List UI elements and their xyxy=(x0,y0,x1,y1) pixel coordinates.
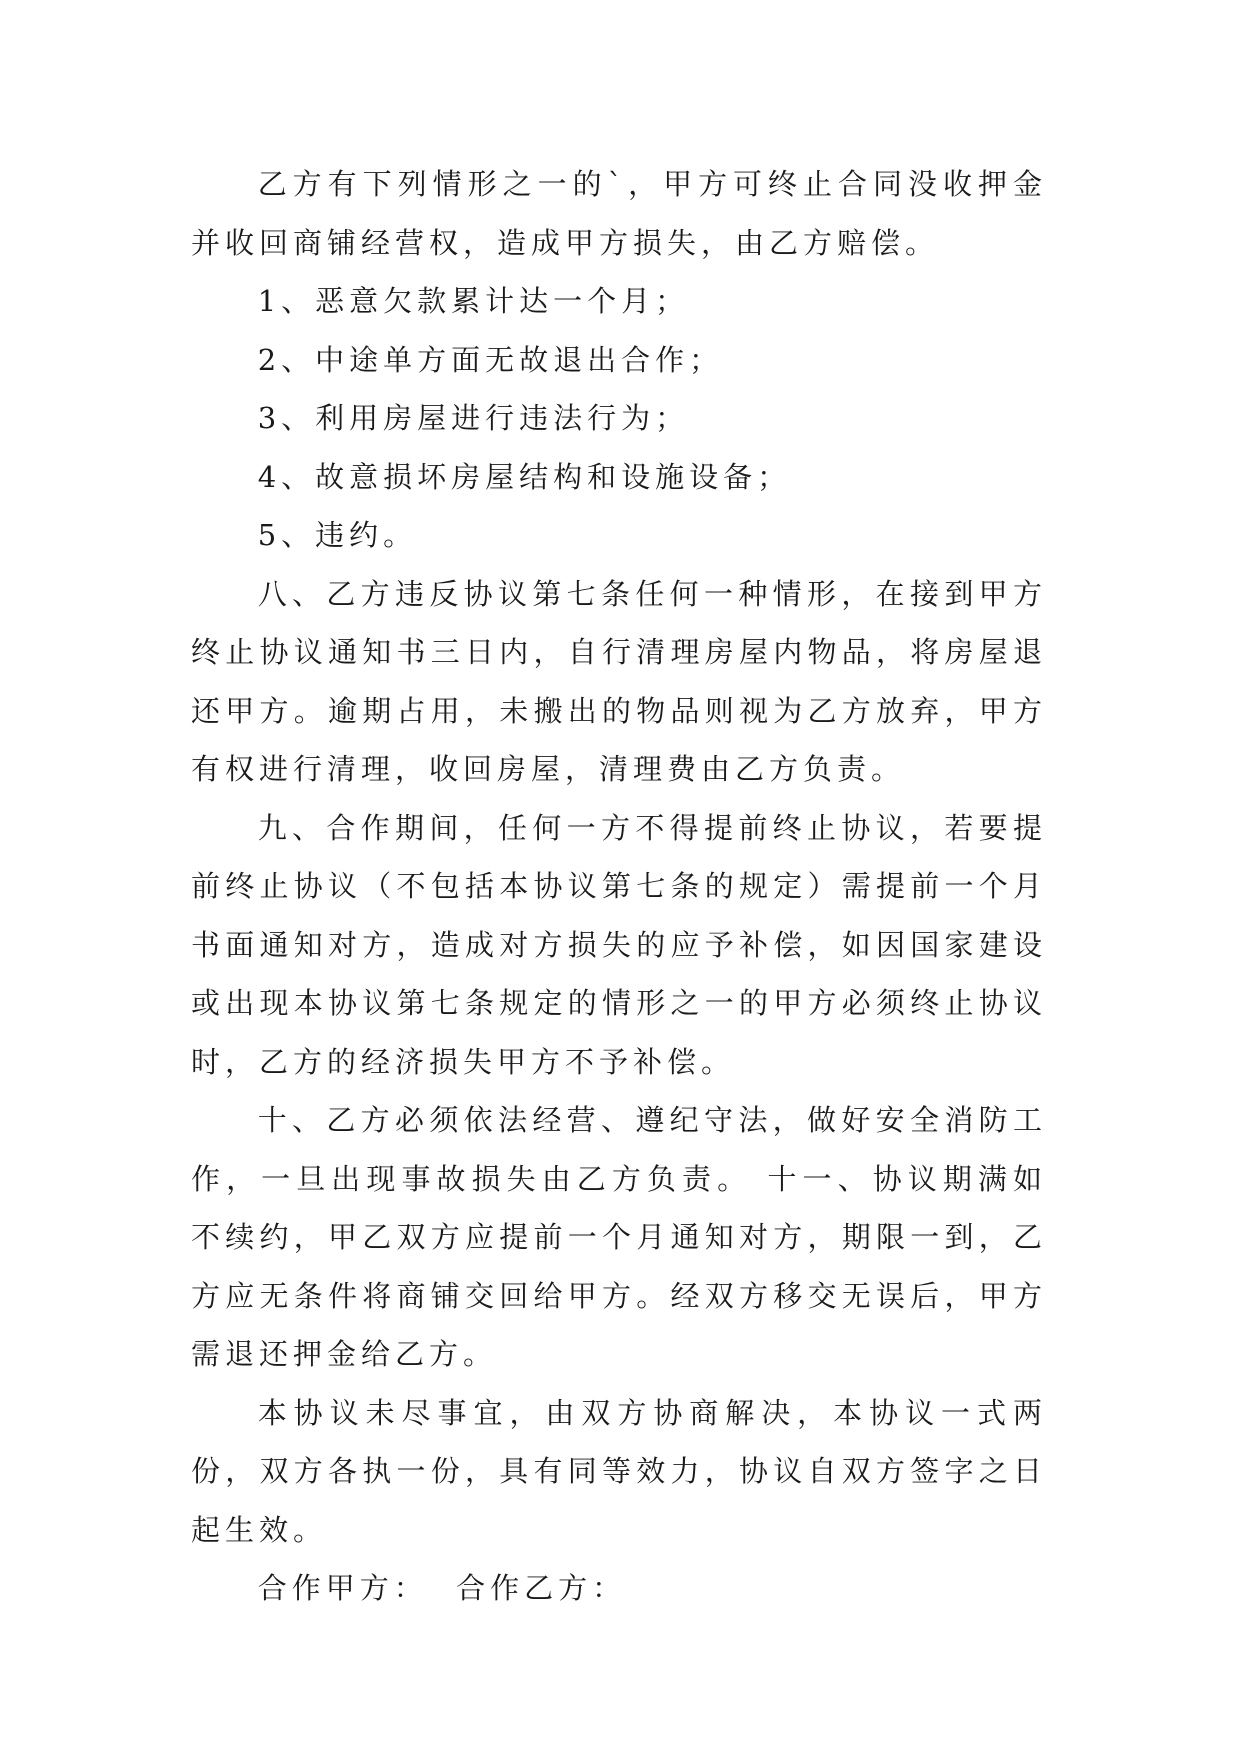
document-body xyxy=(191,155,1047,1618)
paragraph-termination-conditions: 乙方有下列情形之一的`，甲方可终止合同没收押金并收回商铺经营权，造成甲方损失，由乙方赔偿。 xyxy=(191,167,1047,260)
list-item-2: 2、中途单方面无故退出合作； xyxy=(257,342,724,377)
paragraph-final-provisions: 本协议未尽事宜，由双方协商解决，本协议一式两份，双方各执一份，具有同等效力，协议自双方签字之日起生效。 xyxy=(191,1395,1047,1547)
list-item-5: 5、违约。 xyxy=(257,518,418,552)
list-item-4: 4、故意损坏房屋结构和设施设备； xyxy=(257,459,792,494)
list-item-3: 3、利用房屋进行违法行为； xyxy=(257,401,690,435)
list-item-1: 1、恶意欠款累计达一个月； xyxy=(257,284,690,318)
paragraph-clause-8: 八、乙方违反协议第七条任何一种情形，在接到甲方终止协议通知书三日内，自行清理房屋内物品，将房屋退还甲方。逾期占用，未搬出的物品则视为乙方放弃，甲方有权进行清理，收回房屋，清理费由乙方负责。 xyxy=(191,576,1047,786)
signature-line: 合作甲方： 合作乙方： xyxy=(257,1571,627,1605)
paragraph-clause-9: 九、合作期间，任何一方不得提前终止协议，若要提前终止协议（不包括本协议第七条的规定）需提前一个月书面通知对方，造成对方损失的应予补偿，如因国家建设或出现本协议第七条规定的情形之一的甲方必须终止协议时，乙方的经济损失甲方不予补偿。 xyxy=(191,810,1047,1079)
paragraph-clause-10-11: 十、乙方必须依法经营、遵纪守法，做好安全消防工作，一旦出现事故损失由乙方负责。 十一、协议期满如不续约，甲乙双方应提前一个月通知对方，期限一到，乙方应无条件将商铺交回给甲方。经双方移交无误后，甲方需退还押金给乙方。 xyxy=(191,1103,1047,1371)
